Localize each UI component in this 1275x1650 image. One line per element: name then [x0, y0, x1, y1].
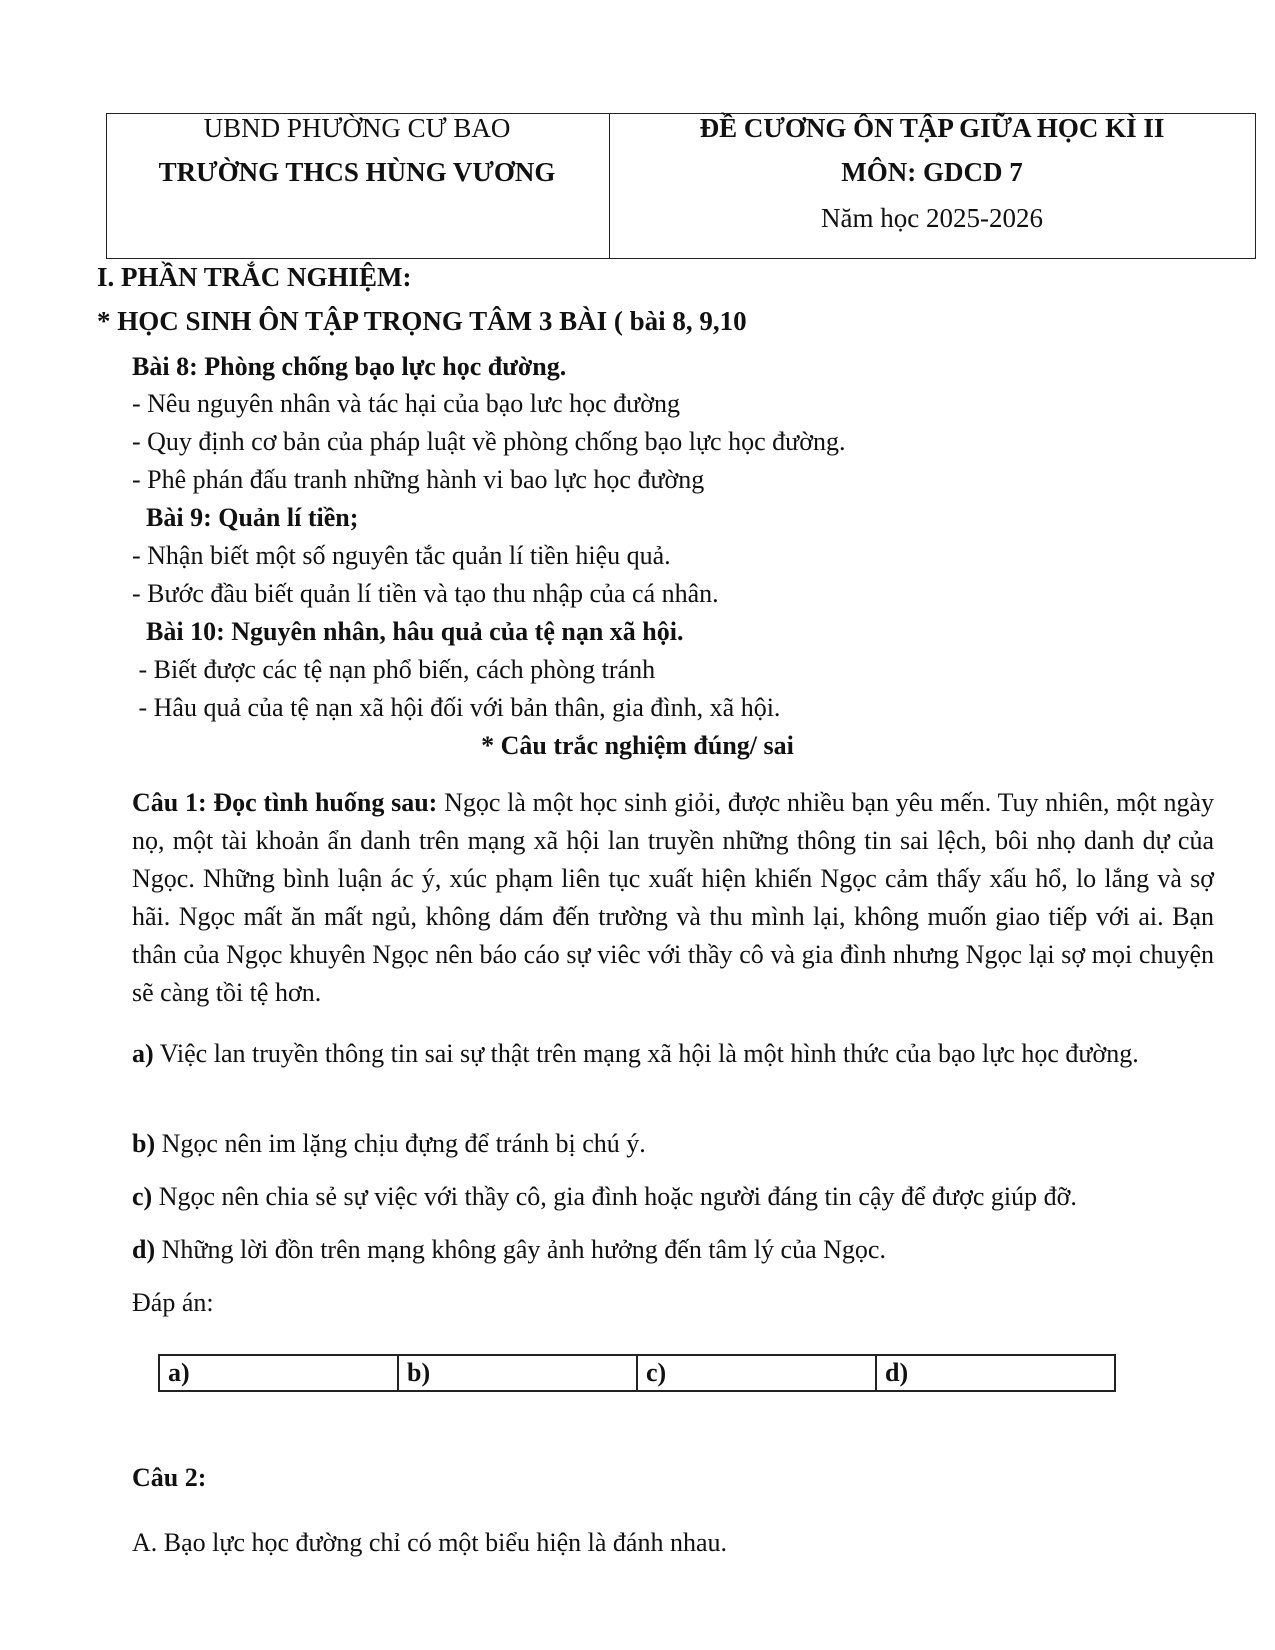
- answer-cell-d[interactable]: d): [885, 1358, 909, 1387]
- statement-b: [132, 1125, 1214, 1163]
- statement-a: [132, 1035, 1214, 1073]
- answer-cell-b[interactable]: b): [399, 1356, 638, 1390]
- statement-d: [132, 1231, 1214, 1269]
- document-title: ĐỀ CƯƠNG ÔN TẬP GIỮA HỌC KÌ II: [699, 113, 1165, 143]
- lesson-8-item: - Quy định cơ bản của pháp luật về phòng chống bạo lực học đường.: [132, 427, 846, 456]
- answer-table: [158, 1354, 1116, 1392]
- lesson-9-title: Bài 9: Quản lí tiền;: [146, 503, 359, 532]
- lesson-10-title: Bài 10: Nguyên nhân, hâu quả của tệ nạn xã hội.: [146, 617, 684, 646]
- statement-c-text: Ngọc nên chia sẻ sự việc với thầy cô, gia đình hoặc người đáng tin cậy để được giúp đỡ.: [152, 1182, 1077, 1211]
- statement-c-label: c): [132, 1182, 153, 1211]
- focus-note: * HỌC SINH ÔN TẬP TRỌNG TÂM 3 BÀI ( bài 8, 9,10: [97, 306, 747, 336]
- subject-title: MÔN: GDCD 7: [841, 157, 1023, 187]
- question-2-option-a: A. Bạo lực học đường chỉ có một biểu hiện là đánh nhau.: [132, 1528, 728, 1557]
- lesson-9-item: - Nhận biết một số nguyên tắc quản lí tiền hiệu quả.: [132, 541, 671, 570]
- statement-d-text: Những lời đồn trên mạng không gây ảnh hưởng đến tâm lý của Ngọc.: [155, 1235, 886, 1264]
- lesson-9-item: - Bước đầu biết quản lí tiền và tạo thu nhập của cá nhân.: [132, 579, 719, 608]
- question-1-text: Ngọc là một học sinh giỏi, được nhiều bạn yêu mến. Tuy nhiên, một ngày nọ, một tài khoản ẩn danh trên mạng xã hội lan truyền những thông tin sai lệch, bôi nhọ danh dự của Ngọc. Những bình luận ác ý, xúc phạm liên tục xuất hiện khiến Ngọc cảm thấy xấu hổ, lo lắng và sợ hãi. Ngọc mất ăn mất ngủ, không dám đến trường và thu mình lại, không muốn giao tiếp với ai. Bạn thân của Ngọc khuyên Ngọc nên báo cáo sự viêc với thầy cô và gia đình nhưng Ngọc lại sợ mọi chuyện sẽ càng tồi tệ hơn.: [132, 788, 1214, 1007]
- question-1-label: Câu 1: Đọc tình huống sau:: [132, 788, 438, 817]
- statement-b-label: b): [132, 1129, 156, 1158]
- question-1: [132, 784, 1214, 1012]
- school-year: Năm học 2025-2026: [821, 203, 1043, 233]
- lesson-10-item: - Biết được các tệ nạn phổ biến, cách phòng tránh: [132, 655, 656, 684]
- answer-cell-c[interactable]: c): [638, 1356, 877, 1390]
- statement-b-text: Ngọc nên im lặng chịu đựng để tránh bị chú ý.: [155, 1129, 646, 1158]
- tf-heading: * Câu trắc nghiệm đúng/ sai: [481, 731, 794, 760]
- statement-d-label: d): [132, 1235, 156, 1264]
- question-2-label: Câu 2:: [132, 1463, 207, 1492]
- school-name: TRƯỜNG THCS HÙNG VƯƠNG: [158, 157, 556, 187]
- lesson-10-item: - Hâu quả của tệ nạn xã hội đối với bản thân, gia đình, xã hội.: [132, 693, 781, 722]
- answer-label: Đáp án:: [132, 1288, 214, 1317]
- statement-a-text: Việc lan truyền thông tin sai sự thật trên mạng xã hội là một hình thức của bạo lực học đường.: [153, 1039, 1139, 1068]
- lesson-8-item: - Nêu nguyên nhân và tác hại của bạo lưc học đường: [132, 389, 681, 418]
- answer-cell-a[interactable]: a): [160, 1356, 399, 1390]
- section-title: I. PHẦN TRẮC NGHIỆM:: [97, 262, 412, 292]
- lesson-8-item: - Phê phán đấu tranh những hành vi bao lực học đường: [132, 465, 705, 494]
- authority-name: UBND PHƯỜNG CƯ BAO: [203, 113, 511, 143]
- lesson-8-title: Bài 8: Phòng chống bạo lực học đường.: [132, 352, 567, 381]
- statement-c: [132, 1178, 1242, 1216]
- statement-a-label: a): [132, 1039, 154, 1068]
